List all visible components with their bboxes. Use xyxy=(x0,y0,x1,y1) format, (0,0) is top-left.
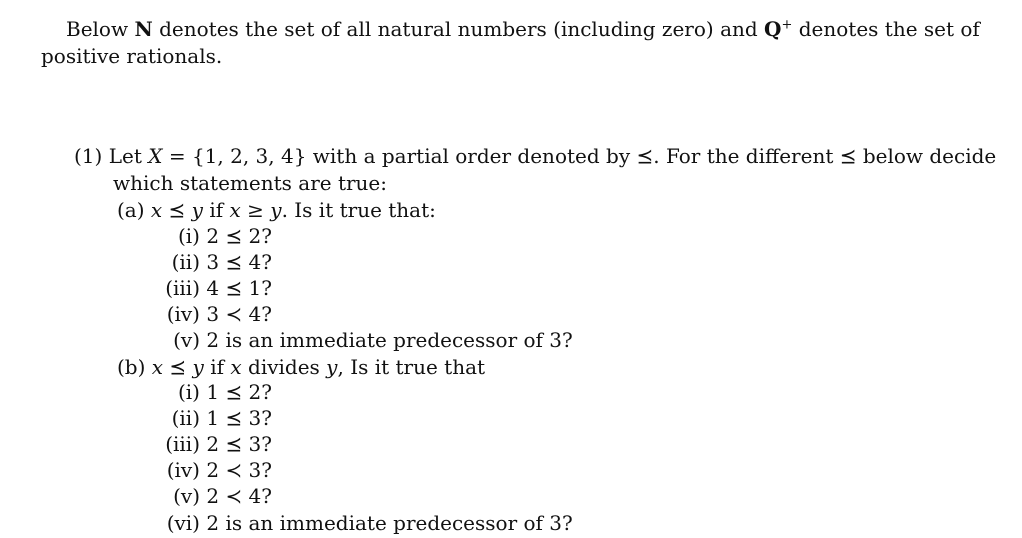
part-b-heading: (b) x ⪯ y if x divides y, Is it true that xyxy=(117,355,486,379)
problem-line-1: (1) Let X = {1, 2, 3, 4} with a partial order denoted by ⪯. For the different ⪯ below decide xyxy=(74,144,997,168)
problem-number: (1) xyxy=(74,144,103,168)
part-b-item: (v) 2 ≺ 4? xyxy=(173,484,273,508)
part-a-item: (v) 2 is an immediate predecessor of 3? xyxy=(173,328,573,352)
part-a-item: (iii) 4 ⪯ 1? xyxy=(165,276,273,300)
part-b-item: (vi) 2 is an immediate predecessor of 3? xyxy=(166,511,573,535)
part-a-item: (i) 2 ⪯ 2? xyxy=(177,224,273,248)
rationals-symbol: Q xyxy=(764,17,782,41)
intro-line-2: positive rationals. xyxy=(41,44,223,68)
part-b-item: (ii) 1 ⪯ 3? xyxy=(171,406,273,430)
part-a-item: (iv) 3 ≺ 4? xyxy=(166,302,273,326)
part-b-item: (iv) 2 ≺ 3? xyxy=(166,458,273,482)
part-a-label: (a) xyxy=(117,198,145,222)
part-b-item: (iii) 2 ⪯ 3? xyxy=(165,432,273,456)
part-a-item: (ii) 3 ⪯ 4? xyxy=(171,250,273,274)
problem-line-2: which statements are true: xyxy=(113,171,388,195)
part-b-item: (i) 1 ⪯ 2? xyxy=(177,380,273,404)
intro-line-1: Below N denotes the set of all natural numbers (including zero) and Q+ denotes the set of xyxy=(66,17,980,41)
part-a-heading: (a) x ⪯ y if x ≥ y. Is it true that: xyxy=(117,198,436,222)
naturals-symbol: N xyxy=(134,17,153,41)
part-b-label: (b) xyxy=(117,355,146,379)
